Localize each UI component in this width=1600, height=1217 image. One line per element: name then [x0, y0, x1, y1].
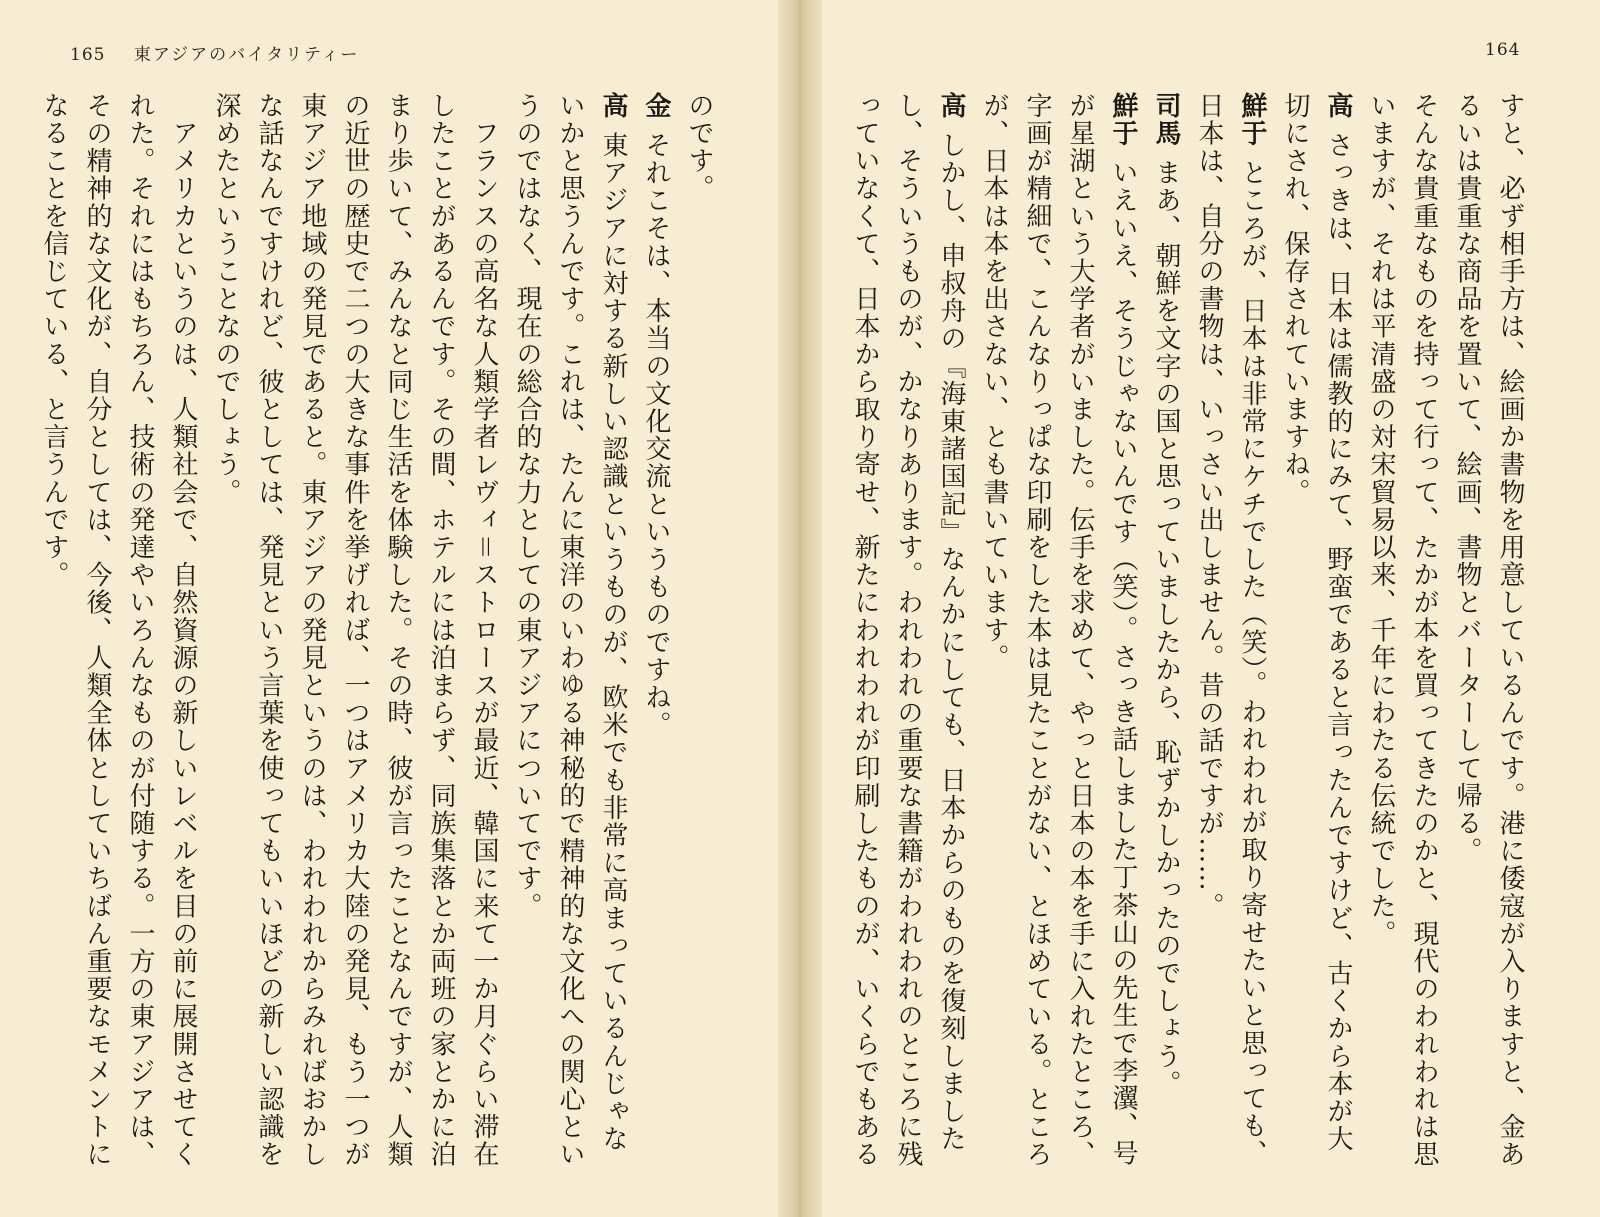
right-page-text — [815, 92, 1531, 1172]
paragraph — [972, 92, 1144, 1172]
paragraph — [1144, 92, 1187, 1172]
paragraph — [634, 92, 677, 1172]
paragraph-text: さっきは、日本は儒教的にみて、野蛮であると言ったんですけど、古くから本が大切にされ、保存されていますね。 — [1280, 92, 1353, 1153]
speaker-label: 鮮于 — [1237, 92, 1267, 148]
paragraph — [505, 92, 634, 1172]
speaker-label: 高 — [936, 92, 966, 120]
paragraph — [1359, 92, 1445, 1172]
speaker-label: 高 — [1323, 92, 1353, 120]
paragraph — [1187, 92, 1273, 1172]
paragraph-text: ところが、日本は非常にケチでした（笑）。われわれが取り寄せたいと思っても、日本は、自分の書物は、いっさい出しません。昔の話ですが……。 — [1194, 92, 1267, 1168]
paragraph — [1445, 92, 1531, 1172]
paragraph-text: アメリカというのは、人類社会で、自然資源の新しいレベルを目の前に展開させてくれた。それにはもちろん、技術の発達やいろんなものが付随する。一方の東アジアは、その精神的な文化が、自分としては、今後、人類全体としていちばん重要なモメントになることを信じている、と言うんです。 — [39, 92, 198, 1169]
paragraph-text: フランスの高名な人類学者レヴィ＝ストロースが最近、韓国に来て一か月ぐらい滞在したことがあるんです。その間、ホテルには泊まらず、同族集落とか両班の家とかに泊まり歩いて、みんなと同じ生活を体験した。その時、彼が言ったことなんですが、人類の近世の歴史で二つの大きな事件を挙げれば、一つはアメリカ大陸の発見、もう一つが東アジア地域の発見であると。東アジアの発見というのは、われわれからみればおかしな話なんですけれど、彼としては、発見という言葉を使ってもいいほどの新しい認識を深めたということなのでしょう。 — [211, 92, 499, 1169]
paragraph-text: のです。 — [684, 92, 714, 203]
paragraph-text: いえいえ、そうじゃないんです（笑）。さっき話しました丁茶山の先生で李瀷、号が星湖という大学者がいました。伝手を求めて、やっと日本の本を手に入れたところ、字画が精細で、こんなりっぱな印刷をした本は見たことがない、とほめている。ところが、日本は本を出さない、とも書いています。 — [979, 92, 1138, 1169]
paragraph-text: それこそは、本当の文化交流というものですね。 — [641, 131, 671, 739]
paragraph — [843, 92, 972, 1172]
paragraph — [1273, 92, 1359, 1172]
paragraph — [677, 92, 720, 1172]
paragraph-text: そんな貴重なものを持って行って、たかが本を買ってきたのかと、現代のわれわれは思いますが、それは平清盛の対宋貿易以来、千年にわたる伝統でした。 — [1366, 92, 1439, 1169]
speaker-label: 司馬 — [1151, 92, 1181, 148]
paragraph-text: しかし、申叔舟の『海東諸国記』なんかにしても、日本からのものを復刻しましたし、そういうものが、かなりあります。われわれの重要な書籍がわれわれのところに残っていなくて、日本から取り寄せ、新たにわれわれが印刷したものが、いくらでもある — [850, 92, 966, 1169]
left-page-text — [39, 92, 720, 1172]
speaker-label: 高 — [598, 92, 628, 120]
paragraph — [204, 92, 505, 1172]
left-page-header — [70, 40, 359, 65]
paragraph — [32, 92, 204, 1172]
paragraph-text: まあ、朝鮮を文字の国と思っていましたから、恥ずかしかったのでしょう。 — [1151, 159, 1181, 1098]
speaker-label: 金 — [641, 92, 671, 120]
running-title: 東アジアのバイタリティー — [133, 45, 360, 65]
left-page-number: 165 — [70, 45, 106, 65]
speaker-label: 鮮于 — [1108, 92, 1138, 148]
paragraph-text: すと、必ず相手方は、絵画か書物を用意しているんです。港に倭寇が入りますと、金あるいは貴重な商品を置いて、絵画、書物とバーターして帰る。 — [1452, 92, 1525, 1169]
paragraph-text: 東アジアに対する新しい認識というものが、欧米でも非常に高まっているんじゃないかと思うんです。これは、たんに東洋のいわゆる神秘的で精神的な文化への関心というのではなく、現在の総合的な力としての東アジアについてです。 — [512, 92, 628, 1169]
right-page-number: 164 — [1485, 40, 1521, 60]
